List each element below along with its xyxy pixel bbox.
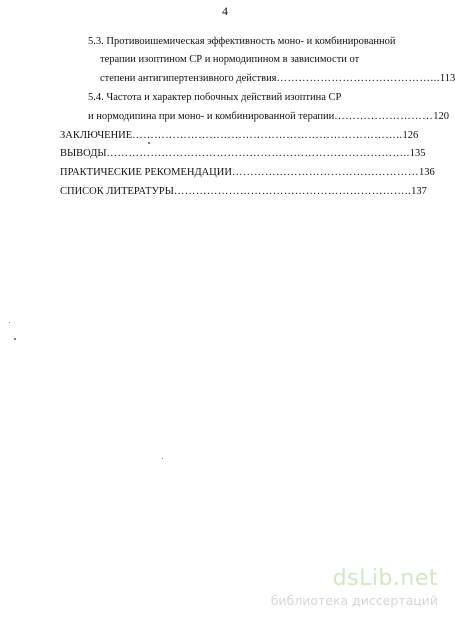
scan-speck: [162, 458, 163, 459]
toc-entry-5-3-line-3: [100, 72, 455, 85]
toc-entry-5-4-page: 120: [433, 111, 449, 122]
scan-speck: [9, 322, 10, 323]
toc-entry-5-4-line-2: [88, 110, 449, 123]
toc-entry-5-3-text: степени антигипертензивного действия: [100, 73, 277, 84]
toc-entry-5-3-page: 113: [439, 73, 455, 84]
toc-leader-dots: ………………………………………………………..: [173, 186, 412, 197]
watermark-caption: библиотека диссертаций: [270, 593, 438, 608]
toc-entry-5-4-line-1: 5.4. Частота и характер побочных действий изоптина СР: [88, 92, 342, 103]
toc-entry-findings-text: ВЫВОДЫ: [60, 148, 107, 159]
toc-entry-5-3-line-1: 5.3. Противоишемическая эффективность моно- и комбинированной: [88, 36, 396, 47]
watermark-logo: dsLib.net: [332, 566, 438, 591]
toc-leader-dots: ………………………………………………………………..: [132, 130, 403, 141]
toc-entry-findings: [60, 147, 426, 160]
toc-entry-5-3-line-2: терапии изоптином СР и нормодипином в зависимости от: [100, 54, 360, 65]
toc-leader-dots: ………………………………………………………………………..: [106, 148, 410, 159]
toc-entry-conclusion-page: 126: [402, 130, 419, 141]
toc-entry-conclusion-text: ЗАКЛЮЧЕНИЕ: [60, 130, 133, 141]
toc-entry-references-page: 137: [411, 186, 427, 197]
scan-speck: [148, 142, 150, 144]
toc-entry-references: [60, 185, 427, 198]
toc-entry-5-4-text: и нормодипина при моно- и комбинированной терапии: [88, 111, 335, 122]
toc-leader-dots: ……………………………………...: [276, 73, 440, 84]
toc-entry-findings-page: 135: [409, 148, 426, 159]
toc-leader-dots: ………………………: [334, 111, 434, 122]
toc-entry-references-text: СПИСОК ЛИТЕРАТУРЫ: [60, 186, 174, 197]
toc-entry-conclusion: [60, 129, 419, 142]
page-number: 4: [222, 4, 228, 18]
watermark: [238, 566, 438, 614]
toc-leader-dots: ……………………………………………: [231, 167, 419, 178]
toc-entry-recommendations: [60, 166, 435, 179]
scan-speck: [14, 338, 16, 340]
toc-entry-recommendations-page: 136: [418, 167, 435, 178]
toc-entry-recommendations-text: ПРАКТИЧЕСКИЕ РЕКОМЕНДАЦИИ: [60, 167, 232, 178]
